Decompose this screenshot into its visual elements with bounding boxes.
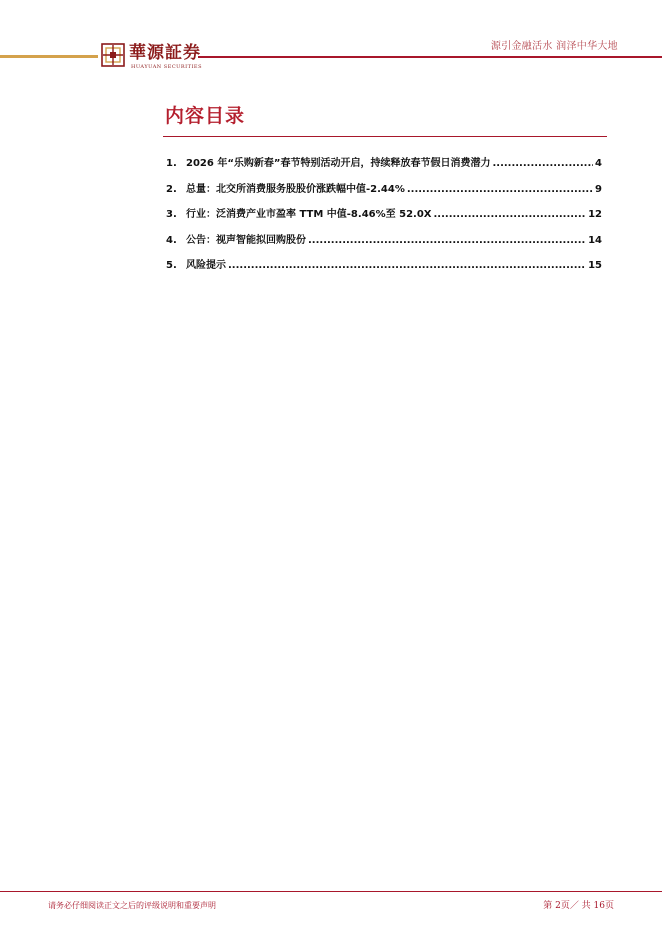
toc-entry-page: 14 bbox=[588, 234, 602, 246]
toc-entry-3[interactable] bbox=[166, 205, 602, 231]
toc-entry-number: 2. bbox=[166, 183, 177, 195]
logo-subtext: HUAYUAN SECURITIES bbox=[131, 64, 203, 70]
toc-entry-number: 4. bbox=[166, 234, 177, 246]
toc-leader-dots bbox=[407, 184, 593, 195]
toc-entry-page: 4 bbox=[595, 158, 602, 169]
footer-disclaimer: 请务必仔细阅读正文之后的评级说明和重要声明 bbox=[48, 901, 216, 910]
footer-divider bbox=[0, 891, 662, 892]
logo-wordmark: 華源証券 bbox=[129, 43, 201, 63]
logo-seal-icon bbox=[101, 43, 125, 67]
toc-entry-number: 1. bbox=[166, 158, 177, 169]
header-gold-rule bbox=[0, 55, 98, 58]
toc-entry-1[interactable] bbox=[166, 154, 602, 180]
toc-entry-text: 风险提示 bbox=[186, 260, 226, 272]
toc-entry-text: 总量：北交所消费服务股股价涨跌幅中值-2.44% bbox=[186, 183, 405, 195]
toc-entry-2[interactable] bbox=[166, 180, 602, 206]
toc-entry-text: 行业：泛消费产业市盈率 TTM 中值-8.46%至 52.0X bbox=[186, 209, 432, 221]
toc-entry-page: 12 bbox=[588, 209, 602, 221]
toc-list bbox=[166, 154, 602, 282]
toc-entry-page: 9 bbox=[595, 183, 602, 195]
toc-entry-page: 15 bbox=[588, 260, 602, 272]
toc-leader-dots bbox=[228, 260, 586, 271]
toc-leader-dots bbox=[434, 209, 587, 220]
toc-entry-number: 3. bbox=[166, 209, 177, 221]
header-red-rule bbox=[198, 56, 662, 58]
header-tagline: 源引金融活水 润泽中华大地 bbox=[490, 41, 618, 52]
toc-entry-number: 5. bbox=[166, 260, 177, 272]
toc-entry-text: 公告：视声智能拟回购股份 bbox=[186, 234, 306, 246]
toc-entry-5[interactable] bbox=[166, 256, 602, 282]
toc-title: 内容目录 bbox=[165, 105, 246, 127]
toc-leader-dots bbox=[492, 158, 593, 169]
toc-entry-4[interactable] bbox=[166, 231, 602, 257]
footer-page-indicator: 第 2页／ 共 16页 bbox=[543, 901, 614, 911]
toc-entry-text: 2026 年“乐购新春”春节特别活动开启，持续释放春节假日消费潜力 bbox=[186, 158, 491, 169]
toc-title-divider bbox=[163, 136, 607, 137]
company-logo bbox=[101, 43, 201, 73]
toc-leader-dots bbox=[308, 235, 586, 246]
